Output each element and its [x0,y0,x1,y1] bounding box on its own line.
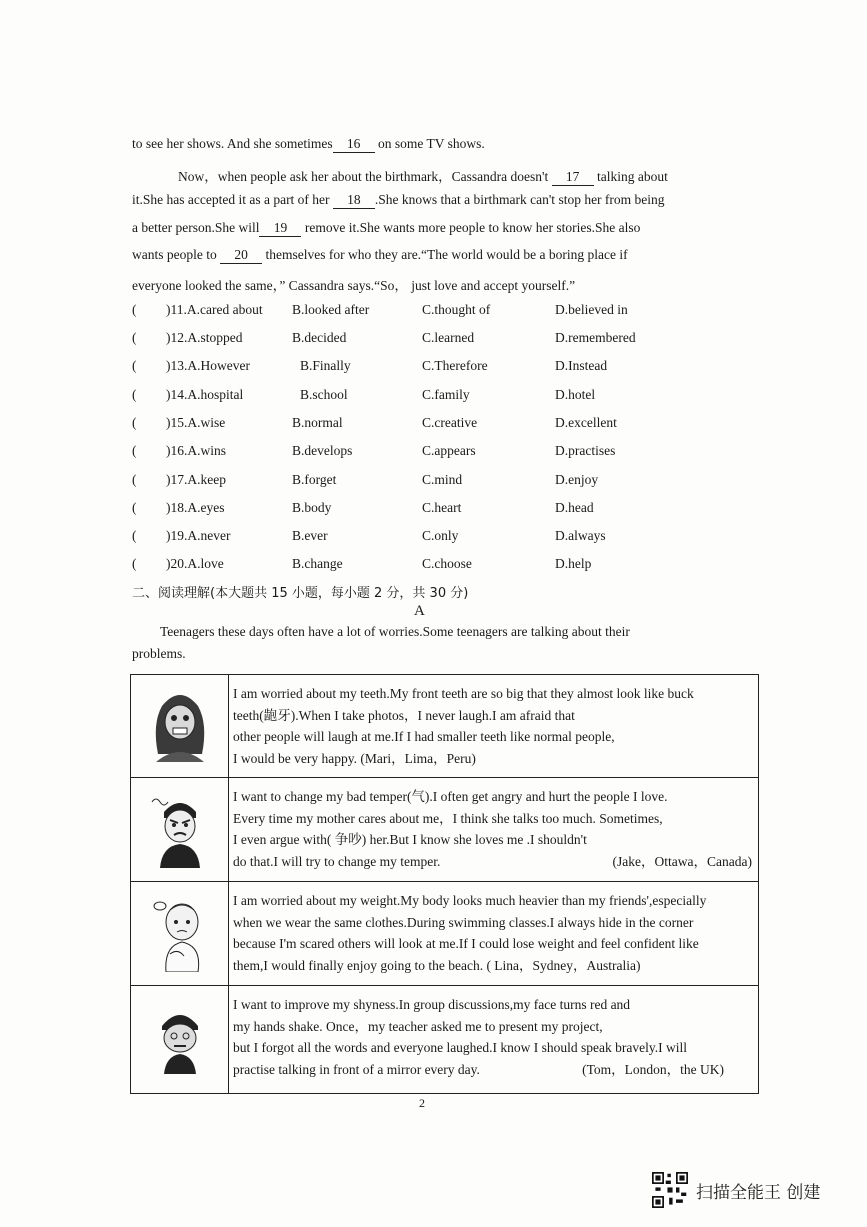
option-c: C.family [422,387,470,402]
option-c: C.creative [422,415,478,430]
option-b: B.Finally [300,358,351,373]
passage-text: talking about [596,169,668,184]
option-b: B.forget [292,472,337,487]
passage-text: a better person.She will [132,220,260,235]
girl-portrait-icon [148,684,212,764]
option-a: )11.A.cared about [166,302,263,317]
answer-paren[interactable]: ( [132,472,137,487]
passage-line-6: everyone looked the same，” Cassandra says.“So， just love and accept yourself.” [132,278,576,293]
passage-line-5 [132,247,628,264]
question-12 [132,330,772,350]
passage-text: .She knows that a birthmark can't stop her from being [374,192,665,207]
option-d: D.hotel [555,387,596,402]
option-c: C.mind [422,472,463,487]
option-d: D.always [555,528,606,543]
option-b: B.body [292,500,332,515]
option-c: C.learned [422,330,475,345]
problem-line: I want to improve my shyness.In group discussions,my face turns red and [233,997,631,1012]
option-c: C.thought of [422,302,491,317]
option-d: D.head [555,500,594,515]
question-15 [132,415,772,435]
option-d: D.excellent [555,415,617,430]
passage-text: remove it.She wants more people to know her stories.She also [304,220,641,235]
problem-line: because I'm scared others will look at me.If I could lose weight and feel confident like [233,936,699,951]
question-16 [132,443,772,463]
answer-paren[interactable]: ( [132,387,137,402]
problem-text [229,778,759,882]
question-18 [132,500,772,520]
option-a: )20.A.love [166,556,224,571]
option-c: C.heart [422,500,462,515]
option-d: D.Instead [555,358,608,373]
option-a: )19.A.never [166,528,231,543]
answer-paren[interactable]: ( [132,415,137,430]
passage-text: on some TV shows. [377,136,485,151]
problem-line: I am worried about my teeth.My front teeth are so big that they almost look like buck [233,686,694,701]
answer-paren[interactable]: ( [132,330,137,345]
option-b: B.develops [292,443,353,458]
section-heading: 二、阅读理解(本大题共 15 小题，每小题 2 分，共 30 分) [132,586,469,601]
passage-text: Now，when people ask her about the birthmark，Cassandra doesn't [178,169,549,184]
option-b: B.school [300,387,348,402]
blank-16: 16 [333,136,375,153]
qr-code-icon [652,1172,688,1208]
problem-text [229,986,759,1094]
option-a: )16.A.wins [166,443,226,458]
problem-line: Every time my mother cares about me，I think she talks too much. Sometimes, [233,810,663,826]
problem-line: I am worried about my weight.My body looks much heavier than my friends',especially [233,893,707,908]
problem-signature: (Jake，Ottawa，Canada) [612,853,752,869]
portrait-cell [131,778,229,882]
problem-line: teeth(龅牙).When I take photos，I never laugh.I am afraid that [233,707,575,723]
passage-text: wants people to [132,247,217,262]
option-b: B.normal [292,415,343,430]
passage-line-2 [178,165,668,186]
option-a: )14.A.hospital [166,387,244,402]
option-c: C.only [422,528,459,543]
option-c: C.Therefore [422,358,488,373]
portrait-cell [131,882,229,986]
question-14 [132,387,772,407]
option-b: B.decided [292,330,347,345]
table-row [131,778,759,882]
option-a: )15.A.wise [166,415,226,430]
problem-signature: (Tom，London，the UK) [582,1061,724,1077]
table-row [131,882,759,986]
question-17 [132,472,772,492]
option-d: D.remembered [555,330,636,345]
answer-paren[interactable]: ( [132,302,137,317]
passage-text: to see her shows. And she sometimes [132,136,333,151]
worried-girl-portrait-icon [148,892,212,972]
problem-last-text: practise talking in front of a mirror every day. [233,1061,480,1077]
answer-paren[interactable]: ( [132,528,137,543]
problem-text [229,675,759,778]
page-number: 2 [419,1096,425,1110]
problem-line: I even argue with( 争吵) her.But I know she loves me .I shouldn't [233,832,587,847]
problems-table [130,674,759,1094]
question-20 [132,556,772,576]
answer-paren[interactable]: ( [132,443,137,458]
passage-text: themselves for who they are.“The world would be a boring place if [265,247,628,262]
part-label: A [414,603,425,619]
passage-line-3 [132,192,665,209]
intro-line-1: Teenagers these days often have a lot of worries.Some teenagers are talking about their [160,624,630,639]
problem-line: I would be very happy. (Mari，Lima，Peru) [233,750,476,766]
blank-17: 17 [552,169,594,186]
option-a: )12.A.stopped [166,330,243,345]
scanner-watermark [652,1170,820,1210]
option-d: D.enjoy [555,472,599,487]
passage-line-1 [132,136,485,153]
angry-boy-portrait-icon [148,788,212,868]
option-b: B.looked after [292,302,370,317]
option-d: D.practises [555,443,616,458]
scanner-app-text: 扫描全能王 创建 [696,1182,821,1203]
problem-line: them,I would finally enjoy going to the beach. ( Lina，Sydney，Australia) [233,957,641,973]
blank-19: 19 [259,220,301,237]
problem-line [233,1059,752,1081]
table-row [131,675,759,778]
question-13 [132,358,772,378]
option-d: D.believed in [555,302,628,317]
option-b: B.change [292,556,343,571]
problem-line: I want to change my bad temper(气).I often get angry and hurt the people I love. [233,789,668,804]
portrait-cell [131,675,229,778]
option-a: )17.A.keep [166,472,226,487]
table-row [131,986,759,1094]
problem-text [229,882,759,986]
portrait-cell [131,986,229,1094]
problem-line: when we wear the same clothes.During swimming classes.I always hide in the corner [233,914,694,930]
shy-boy-portrait-icon [148,998,212,1078]
passage-line-4 [132,220,640,237]
answer-paren[interactable]: ( [132,500,137,515]
question-19 [132,528,772,548]
option-d: D.help [555,556,592,571]
problem-line: but I forgot all the words and everyone laughed.I know I should speak bravely.I will [233,1040,688,1055]
problem-line: other people will laugh at me.If I had smaller teeth like normal people, [233,729,615,744]
problem-last-text: do that.I will try to change my temper. [233,853,441,869]
intro-line-2: problems. [132,646,186,661]
answer-paren[interactable]: ( [132,556,137,571]
option-c: C.appears [422,443,476,458]
option-c: C.choose [422,556,472,571]
blank-20: 20 [220,247,262,264]
question-11 [132,302,772,322]
problem-line [233,851,752,873]
answer-paren[interactable]: ( [132,358,137,373]
option-b: B.ever [292,528,328,543]
option-a: )18.A.eyes [166,500,225,515]
blank-18: 18 [333,192,375,209]
option-a: )13.A.However [166,358,250,373]
problem-line: my hands shake. Once，my teacher asked me to present my project, [233,1018,603,1034]
passage-text: it.She has accepted it as a part of her [132,192,330,207]
